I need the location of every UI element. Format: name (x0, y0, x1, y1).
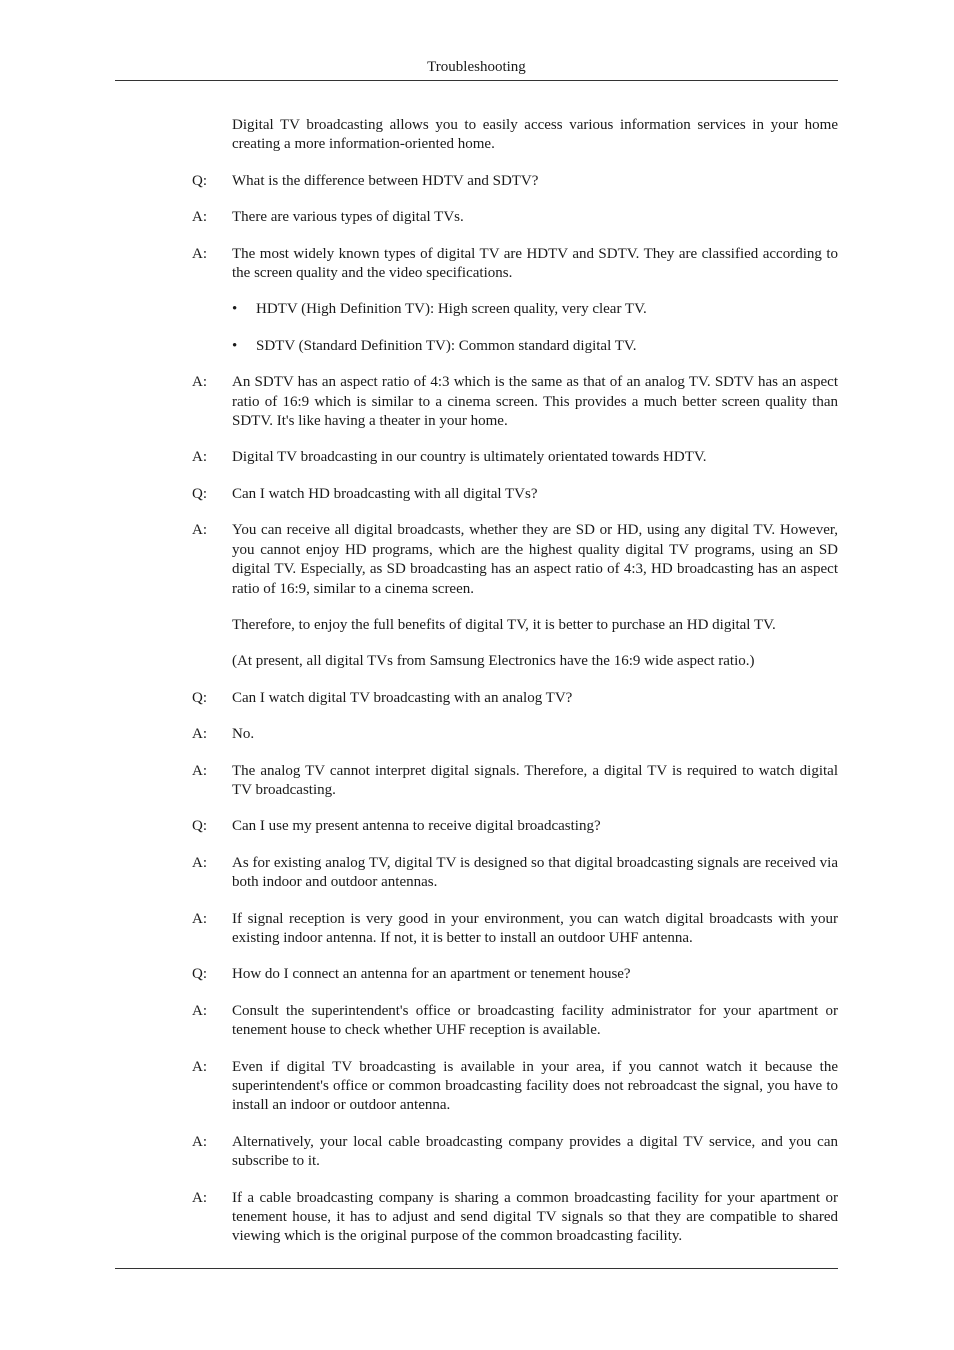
answer-text: Consult the superintendent's office or broadcasting facility administrator for your apartment or tenement house to check whether UHF reception is available. (232, 1002, 838, 1039)
answer-prefix: A: (192, 1002, 207, 1019)
question-text: Can I watch digital TV broadcasting with an analog TV? (232, 689, 573, 706)
paragraph-prefix (192, 616, 232, 635)
answer-text: The analog TV cannot interpret digital signals. Therefore, a digital TV is required to watch digital TV broadcasting. (232, 762, 838, 798)
question-block (192, 172, 838, 191)
answer-prefix: A: (192, 522, 207, 539)
answer-block (192, 208, 838, 227)
answer-prefix: A: (192, 726, 207, 743)
answer-prefix: A: (192, 245, 207, 262)
question-block (192, 689, 838, 708)
paragraph-prefix (192, 652, 232, 671)
answer-prefix: A: (192, 1058, 207, 1075)
answer-block (192, 725, 838, 744)
answer-block (192, 854, 838, 893)
answer-prefix: A: (192, 1189, 207, 1206)
faq-content (192, 116, 838, 1264)
answer-text: As for existing analog TV, digital TV is designed so that digital broadcasting signals are received via both indoor and outdoor antennas. (232, 854, 838, 891)
bullet-text: SDTV (Standard Definition TV): Common standard digital TV. (256, 337, 637, 354)
question-prefix: Q: (192, 818, 207, 835)
question-prefix: Q: (192, 966, 207, 983)
answer-block (192, 448, 838, 467)
answer-text: The most widely known types of digital TV are HDTV and SDTV. They are classified according to the screen quality and the video specifications. (232, 245, 838, 282)
answer-text: An SDTV has an aspect ratio of 4:3 which is the same as that of an analog TV. SDTV has an aspect ratio of 16:9 which is similar to a cinema screen. This provides a much better screen quality than SDTV. It's like having a theater in your home. (232, 374, 838, 430)
bullet-mark: • (232, 301, 238, 318)
answer-text: No. (232, 726, 255, 743)
question-prefix: Q: (192, 172, 207, 189)
question-block (192, 965, 838, 984)
paragraph-block (192, 616, 838, 635)
answer-block (192, 521, 838, 599)
bullet-item (232, 300, 838, 319)
answer-prefix: A: (192, 449, 207, 466)
answer-block (192, 1058, 838, 1116)
answer-text: You can receive all digital broadcasts, whether they are SD or HD, using any digital TV. However, you cannot enjoy HD programs, which are the highest quality digital TV programs, using an SD digital TV. Especially, as SD broadcasting has an aspect ratio of 4:3, HD broadcasting has an aspect ratio of 16:9, similar to a cinema screen. (232, 522, 838, 597)
question-text: What is the difference between HDTV and SDTV? (232, 172, 539, 189)
answer-block (192, 1189, 838, 1247)
paragraph-text: (At present, all digital TVs from Samsung Electronics have the 16:9 wide aspect ratio.) (232, 653, 755, 670)
paragraph-block (192, 116, 838, 155)
answer-block (192, 762, 838, 801)
answer-prefix: A: (192, 374, 207, 391)
answer-prefix: A: (192, 209, 207, 226)
question-prefix: Q: (192, 485, 207, 502)
answer-prefix: A: (192, 854, 207, 871)
header-divider (115, 80, 838, 81)
answer-block (192, 1133, 838, 1172)
answer-text: If signal reception is very good in your environment, you can watch digital broadcasts with your existing indoor antenna. If not, it is better to install an outdoor UHF antenna. (232, 910, 838, 946)
answer-block (192, 1002, 838, 1041)
answer-block (192, 373, 838, 431)
paragraph-text: Digital TV broadcasting allows you to easily access various information services in your home creating a more information-oriented home. (232, 117, 838, 153)
bullet-item (232, 337, 838, 356)
bullet-mark: • (232, 337, 238, 354)
answer-block (192, 245, 838, 284)
answer-text: There are various types of digital TVs. (232, 209, 464, 226)
question-block (192, 485, 838, 504)
answer-prefix: A: (192, 762, 207, 779)
paragraph-block (192, 652, 838, 671)
bullet-text: HDTV (High Definition TV): High screen quality, very clear TV. (256, 301, 647, 318)
question-prefix: Q: (192, 689, 207, 706)
answer-block (192, 910, 838, 949)
question-block (192, 817, 838, 836)
answer-text: If a cable broadcasting company is sharing a common broadcasting facility for your apartment or tenement house, it has to adjust and send digital TV signals so that they are compatible to shared viewing which is the original purpose of the common broadcasting facility. (232, 1189, 838, 1245)
answer-text: Alternatively, your local cable broadcasting company provides a digital TV service, and you can subscribe to it. (232, 1133, 838, 1170)
answer-prefix: A: (192, 1133, 207, 1150)
answer-text: Even if digital TV broadcasting is available in your area, if you cannot watch it because the superintendent's office or common broadcasting facility does not rebroadcast the signal, you have to install an indoor or outdoor antenna. (232, 1058, 838, 1114)
paragraph-text: Therefore, to enjoy the full benefits of digital TV, it is better to purchase an HD digital TV. (232, 616, 776, 633)
answer-text: Digital TV broadcasting in our country is ultimately orientated towards HDTV. (232, 449, 707, 466)
answer-prefix: A: (192, 910, 207, 927)
page-header-title: Troubleshooting (427, 59, 526, 75)
question-text: How do I connect an antenna for an apartment or tenement house? (232, 966, 631, 983)
question-text: Can I watch HD broadcasting with all digital TVs? (232, 485, 538, 502)
paragraph-prefix (192, 116, 232, 155)
question-text: Can I use my present antenna to receive digital broadcasting? (232, 818, 601, 835)
footer-divider (115, 1268, 838, 1269)
